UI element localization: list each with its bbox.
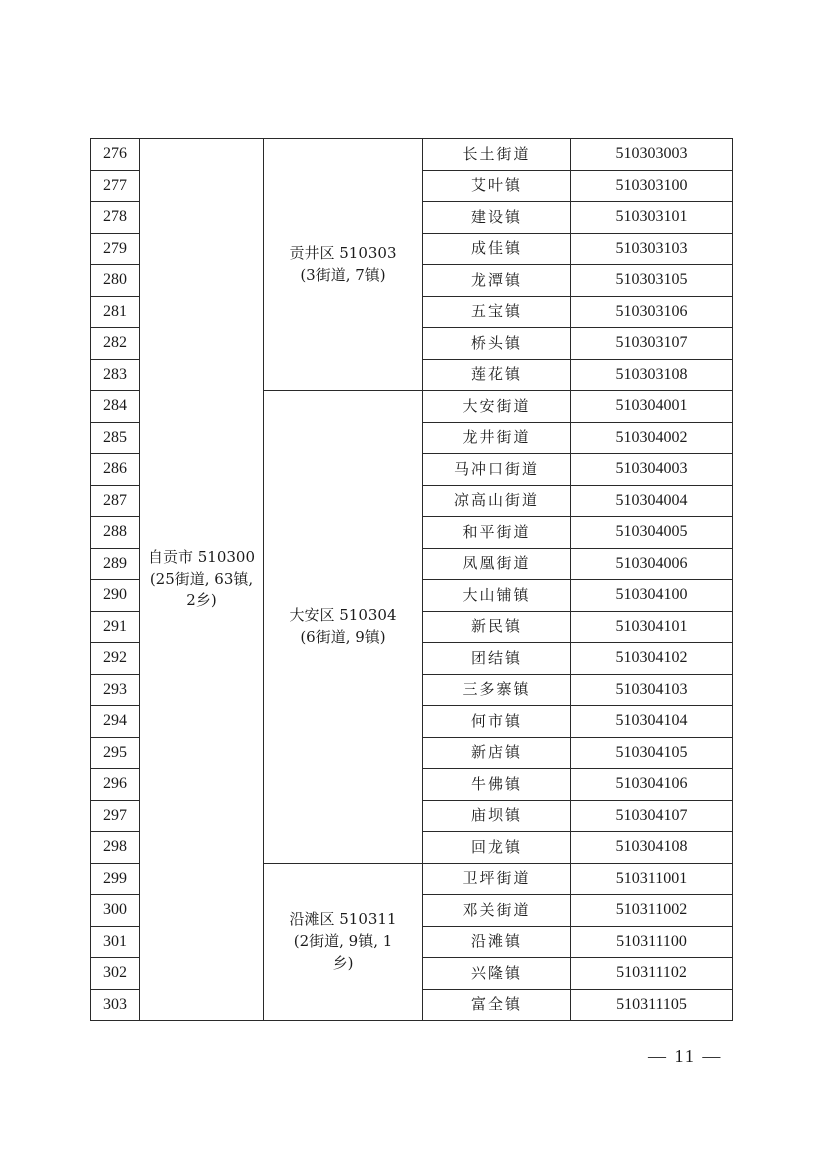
row-number: 291 bbox=[91, 611, 140, 643]
township-code: 510304100 bbox=[571, 580, 733, 612]
row-number: 296 bbox=[91, 769, 140, 801]
row-number: 303 bbox=[91, 989, 140, 1021]
township-name: 庙坝镇 bbox=[423, 800, 571, 832]
township-code: 510304102 bbox=[571, 643, 733, 675]
township-code: 510303108 bbox=[571, 359, 733, 391]
row-number: 293 bbox=[91, 674, 140, 706]
township-code: 510303107 bbox=[571, 328, 733, 360]
township-code: 510304003 bbox=[571, 454, 733, 486]
township-code: 510311102 bbox=[571, 958, 733, 990]
row-number: 295 bbox=[91, 737, 140, 769]
township-code: 510311001 bbox=[571, 863, 733, 895]
township-name: 大安街道 bbox=[423, 391, 571, 423]
row-number: 282 bbox=[91, 328, 140, 360]
township-name: 凉高山街道 bbox=[423, 485, 571, 517]
city-line1: 自贡市 510300 bbox=[147, 547, 256, 566]
row-number: 300 bbox=[91, 895, 140, 927]
township-name: 大山铺镇 bbox=[423, 580, 571, 612]
row-number: 285 bbox=[91, 422, 140, 454]
township-code: 510304104 bbox=[571, 706, 733, 738]
township-name: 何市镇 bbox=[423, 706, 571, 738]
township-name: 回龙镇 bbox=[423, 832, 571, 864]
row-number: 288 bbox=[91, 517, 140, 549]
row-number: 297 bbox=[91, 800, 140, 832]
township-name: 团结镇 bbox=[423, 643, 571, 675]
district-line1: 大安区 510304 bbox=[289, 606, 397, 624]
row-number: 287 bbox=[91, 485, 140, 517]
township-code: 510303101 bbox=[571, 202, 733, 234]
township-name: 新民镇 bbox=[423, 611, 571, 643]
township-code: 510304002 bbox=[571, 422, 733, 454]
township-code: 510303103 bbox=[571, 233, 733, 265]
district-line2: (3街道, 7镇) bbox=[300, 265, 386, 284]
township-name: 五宝镇 bbox=[423, 296, 571, 328]
row-number: 294 bbox=[91, 706, 140, 738]
township-name: 牛佛镇 bbox=[423, 769, 571, 801]
row-number: 299 bbox=[91, 863, 140, 895]
row-number: 284 bbox=[91, 391, 140, 423]
township-name: 桥头镇 bbox=[423, 328, 571, 360]
page-number: — 11 — bbox=[648, 1046, 723, 1066]
township-name: 凤凰街道 bbox=[423, 548, 571, 580]
row-number: 292 bbox=[91, 643, 140, 675]
township-code: 510304101 bbox=[571, 611, 733, 643]
row-number: 280 bbox=[91, 265, 140, 297]
township-code: 510303003 bbox=[571, 139, 733, 171]
township-name: 马冲口街道 bbox=[423, 454, 571, 486]
township-name: 卫坪街道 bbox=[423, 863, 571, 895]
row-number: 281 bbox=[91, 296, 140, 328]
township-code: 510304005 bbox=[571, 517, 733, 549]
district-cell bbox=[264, 391, 423, 864]
township-name: 三多寨镇 bbox=[423, 674, 571, 706]
row-number: 302 bbox=[91, 958, 140, 990]
row-number: 286 bbox=[91, 454, 140, 486]
row-number: 279 bbox=[91, 233, 140, 265]
township-code: 510304006 bbox=[571, 548, 733, 580]
district-line3: 乡) bbox=[332, 953, 354, 972]
township-code: 510304105 bbox=[571, 737, 733, 769]
row-number: 276 bbox=[91, 139, 140, 171]
township-name: 邓关街道 bbox=[423, 895, 571, 927]
township-name: 艾叶镇 bbox=[423, 170, 571, 202]
township-code: 510311105 bbox=[571, 989, 733, 1021]
row-number: 290 bbox=[91, 580, 140, 612]
table-body bbox=[91, 139, 733, 1021]
district-cell bbox=[264, 863, 423, 1021]
township-name: 龙潭镇 bbox=[423, 265, 571, 297]
township-code: 510311100 bbox=[571, 926, 733, 958]
township-code: 510304103 bbox=[571, 674, 733, 706]
township-name: 建设镇 bbox=[423, 202, 571, 234]
district-line2: (2街道, 9镇, 1 bbox=[293, 931, 393, 950]
township-name: 龙井街道 bbox=[423, 422, 571, 454]
admin-division-table bbox=[90, 138, 733, 1021]
township-code: 510311002 bbox=[571, 895, 733, 927]
township-name: 沿滩镇 bbox=[423, 926, 571, 958]
table-row bbox=[91, 139, 733, 171]
row-number: 289 bbox=[91, 548, 140, 580]
township-code: 510303106 bbox=[571, 296, 733, 328]
township-name: 和平街道 bbox=[423, 517, 571, 549]
township-code: 510304108 bbox=[571, 832, 733, 864]
row-number: 277 bbox=[91, 170, 140, 202]
township-code: 510304001 bbox=[571, 391, 733, 423]
district-line1: 沿滩区 510311 bbox=[289, 910, 397, 929]
township-code: 510303105 bbox=[571, 265, 733, 297]
row-number: 301 bbox=[91, 926, 140, 958]
row-number: 278 bbox=[91, 202, 140, 234]
township-name: 长土街道 bbox=[423, 139, 571, 171]
city-cell bbox=[140, 139, 264, 1021]
row-number: 283 bbox=[91, 359, 140, 391]
township-code: 510304106 bbox=[571, 769, 733, 801]
township-name: 新店镇 bbox=[423, 737, 571, 769]
district-line1: 贡井区 510303 bbox=[289, 243, 397, 262]
township-code: 510304004 bbox=[571, 485, 733, 517]
row-number: 298 bbox=[91, 832, 140, 864]
city-line2: (25街道, 63镇, bbox=[149, 569, 254, 588]
township-name: 富全镇 bbox=[423, 989, 571, 1021]
township-name: 兴隆镇 bbox=[423, 958, 571, 990]
township-name: 莲花镇 bbox=[423, 359, 571, 391]
township-code: 510303100 bbox=[571, 170, 733, 202]
city-line3: 2乡) bbox=[186, 591, 217, 610]
district-line2: (6街道, 9镇) bbox=[300, 627, 386, 646]
township-name: 成佳镇 bbox=[423, 233, 571, 265]
district-cell bbox=[264, 139, 423, 391]
township-code: 510304107 bbox=[571, 800, 733, 832]
